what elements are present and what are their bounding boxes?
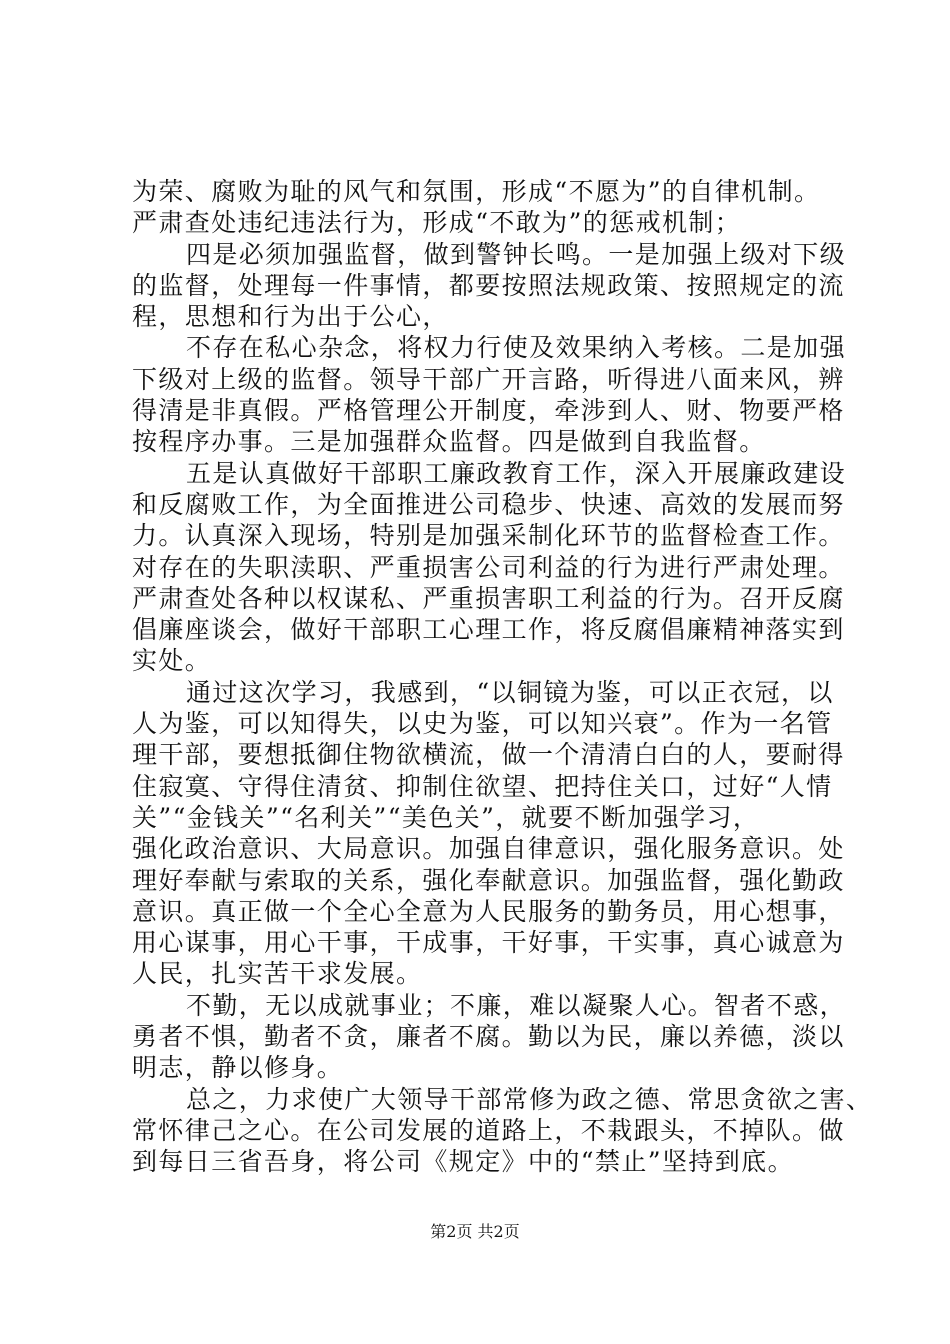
- paragraph-start-line: 通过这次学习，我感到，“以铜镜为鉴，可以正衣冠，以: [186, 677, 834, 707]
- text-line: 为荣、腐败为耻的风气和氛围，形成“不愿为”的自律机制。: [132, 177, 821, 206]
- text-line: 对存在的失职渎职、严重损害公司利益的行为进行严肃处理。: [132, 552, 845, 582]
- text-line: 意识。真正做一个全心全意为人民服务的勤务员，用心想事，: [132, 896, 845, 926]
- text-line: 人民，扎实苦干求发展。: [132, 959, 423, 989]
- paragraph-start-line: 不存在私心杂念，将权力行使及效果纳入考核。二是加强: [186, 333, 847, 363]
- text-line: 严肃查处违纪违法行为，形成“不敢为”的惩戒机制；: [132, 208, 742, 238]
- document-body: [132, 176, 873, 1178]
- page-number-label: 第2页 共2页: [430, 1222, 520, 1241]
- text-line: 勇者不惧，勤者不贪，廉者不腐。勤以为民，廉以养德，淡以: [132, 1022, 845, 1052]
- text-line: 用心谋事，用心干事，干成事，干好事，干实事，真心诚意为: [132, 928, 845, 958]
- paragraph-start-line: 四是必须加强监督，做到警钟长鸣。一是加强上级对下级: [186, 239, 847, 269]
- text-line: 程，思想和行为出于公心，: [132, 302, 449, 332]
- paragraph-start-line: 不勤，无以成就事业；不廉，难以凝聚人心。智者不惑，: [186, 990, 847, 1020]
- text-line: 实处。: [132, 646, 212, 676]
- text-line: 常怀律己之心。在公司发展的道路上，不栽跟头，不掉队。做: [132, 1115, 845, 1145]
- text-line: 理好奉献与索取的关系，强化奉献意识。加强监督，强化勤政: [132, 865, 845, 895]
- text-line: 倡廉座谈会，做好干部职工心理工作，将反腐倡廉精神落实到: [132, 615, 845, 645]
- text-line: 的监督，处理每一件事情，都要按照法规政策、按照规定的流: [132, 270, 845, 300]
- text-line: 强化政治意识、大局意识。加强自律意识，强化服务意识。处: [132, 834, 845, 864]
- paragraph-start-line: 总之，力求使广大领导干部常修为政之德、常思贪欲之害、: [186, 1084, 873, 1114]
- text-line: 关”“金钱关”“名利关”“美色关”，就要不断加强学习，: [132, 802, 760, 832]
- text-line: 力。认真深入现场，特别是加强采制化环节的监督检查工作。: [132, 521, 845, 551]
- paragraph-start-line: 五是认真做好干部职工廉政教育工作，深入开展廉政建设: [186, 458, 847, 488]
- text-line: 住寂寞、守得住清贫、抑制住欲望、把持住关口，过好“人情: [132, 771, 833, 801]
- text-line: 按程序办事。三是加强群众监督。四是做到自我监督。: [132, 427, 766, 457]
- text-line: 到每日三省吾身，将公司《规定》中的“禁止”坚持到底。: [132, 1147, 794, 1177]
- text-line: 和反腐败工作，为全面推进公司稳步、快速、高效的发展而努: [132, 489, 845, 519]
- text-line: 得清是非真假。严格管理公开制度，牵涉到人、财、物要严格: [132, 396, 845, 426]
- text-line: 理干部，要想抵御住物欲横流，做一个清清白白的人，要耐得: [132, 740, 845, 770]
- text-line: 明志，静以修身。: [132, 1053, 344, 1083]
- text-line: 人为鉴，可以知得失，以史为鉴，可以知兴衰”。作为一名管: [132, 709, 833, 739]
- text-line: 严肃查处各种以权谋私、严重损害职工利益的行为。召开反腐: [132, 583, 845, 613]
- page-footer: [0, 1219, 950, 1242]
- text-line: 下级对上级的监督。领导干部广开言路，听得进八面来风，辨: [132, 364, 845, 394]
